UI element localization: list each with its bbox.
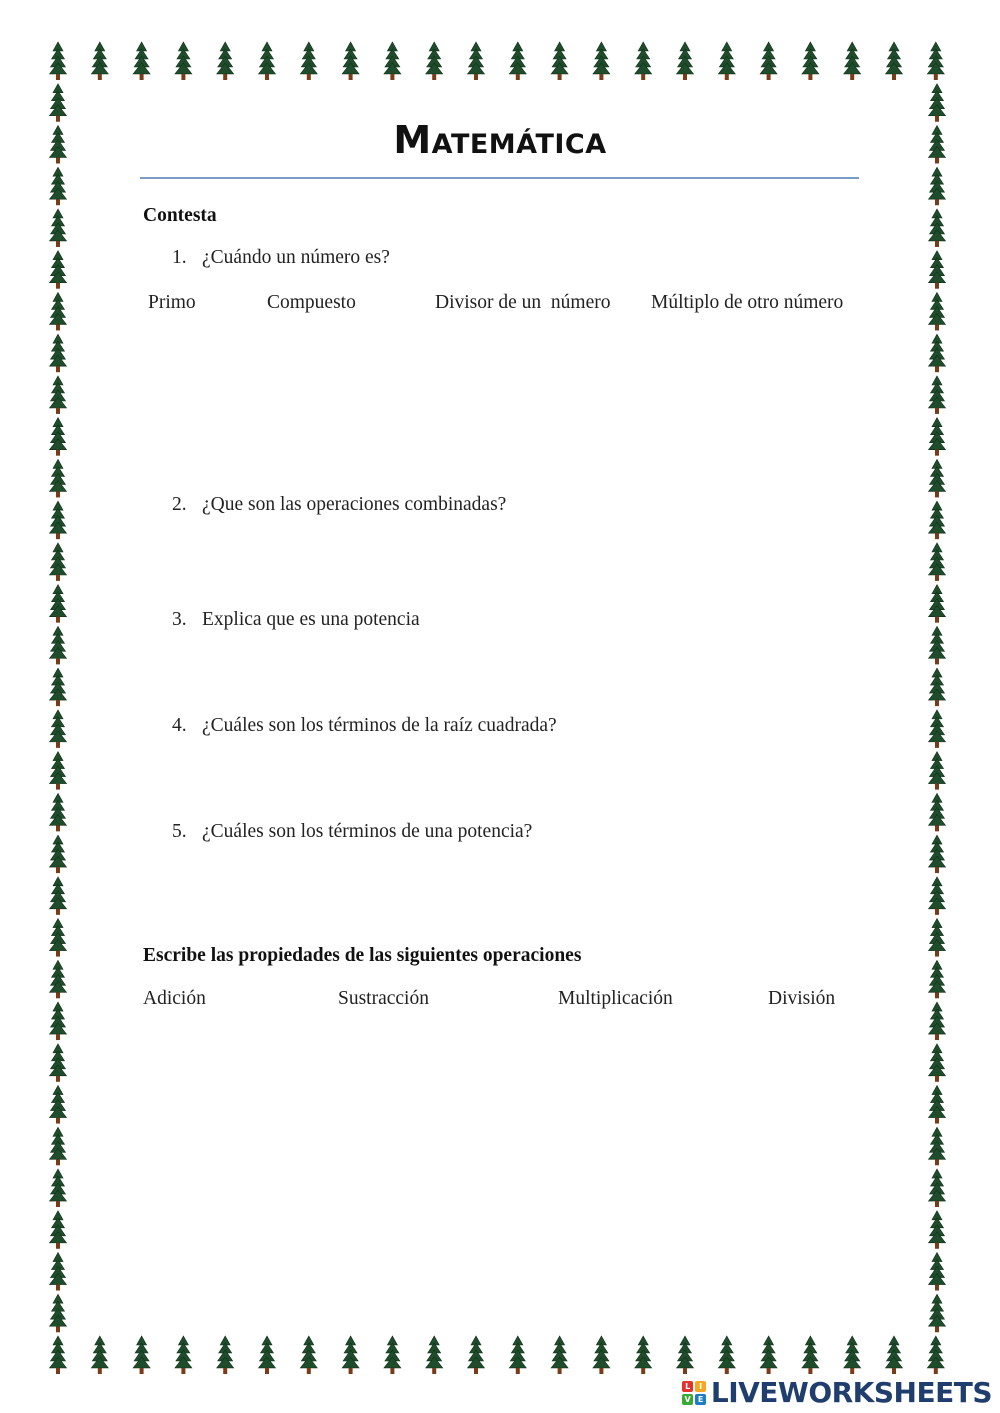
term-divisor: Divisor de un número (435, 292, 611, 313)
pine-tree-icon (175, 1336, 192, 1374)
page-title: Matemática (393, 118, 607, 162)
pine-tree-icon (929, 585, 946, 623)
pine-tree-icon (929, 418, 946, 456)
question-number: 4. (172, 715, 187, 736)
pine-tree-icon (929, 1127, 946, 1165)
pine-tree-icon (50, 1211, 67, 1249)
pine-tree-icon (50, 877, 67, 915)
pine-tree-icon (342, 1336, 359, 1374)
pine-tree-icon (802, 1336, 819, 1374)
pine-tree-icon (929, 877, 946, 915)
pine-tree-icon (50, 793, 67, 831)
logo-letter: L (682, 1381, 693, 1392)
pine-tree-icon (259, 1336, 276, 1374)
watermark-text: LIVEWORKSHEETS (710, 1376, 992, 1409)
question-text: ¿Cuándo un número es? (202, 247, 390, 268)
pine-tree-icon (718, 1336, 735, 1374)
pine-tree-icon (50, 292, 67, 330)
pine-tree-icon (133, 42, 150, 80)
pine-tree-icon (929, 1002, 946, 1040)
pine-tree-icon (91, 42, 108, 80)
pine-tree-icon (50, 1044, 67, 1082)
pine-tree-icon (929, 626, 946, 664)
pine-tree-icon (929, 1169, 946, 1207)
pine-tree-icon (50, 459, 67, 497)
pine-tree-icon (50, 209, 67, 247)
pine-tree-icon (50, 585, 67, 623)
title-underline (140, 177, 859, 179)
pine-tree-icon (50, 668, 67, 706)
pine-tree-icon (50, 1086, 67, 1124)
pine-tree-icon (50, 752, 67, 790)
question-text: ¿Que son las operaciones combinadas? (202, 494, 507, 515)
pine-tree-icon (929, 167, 946, 205)
section-heading-propiedades: Escribe las propiedades de las siguientes operaciones (143, 945, 582, 966)
pine-tree-icon (426, 1336, 443, 1374)
pine-tree-icon (50, 835, 67, 873)
pine-tree-icon (50, 543, 67, 581)
logo-letter: V (682, 1394, 693, 1405)
pine-tree-icon (929, 710, 946, 748)
operation-adicion: Adición (143, 988, 206, 1009)
pine-tree-icon (259, 42, 276, 80)
pine-tree-icon (927, 1336, 944, 1374)
pine-tree-icon (50, 1002, 67, 1040)
pine-tree-icon (50, 919, 67, 957)
liveworksheets-logo-icon (682, 1381, 706, 1405)
pine-tree-icon (593, 42, 610, 80)
term-compuesto: Compuesto (267, 292, 356, 313)
pine-tree-icon (593, 1336, 610, 1374)
pine-tree-icon (886, 1336, 903, 1374)
pine-tree-icon (760, 1336, 777, 1374)
pine-tree-icon (509, 1336, 526, 1374)
pine-tree-icon (50, 1253, 67, 1291)
pine-tree-icon (677, 42, 694, 80)
pine-tree-icon (50, 84, 67, 122)
pine-tree-icon (342, 42, 359, 80)
pine-tree-icon (551, 42, 568, 80)
pine-tree-icon (635, 1336, 652, 1374)
pine-tree-icon (50, 501, 67, 539)
pine-tree-icon (929, 209, 946, 247)
pine-tree-icon (426, 42, 443, 80)
pine-tree-icon (50, 710, 67, 748)
question-text: Explica que es una potencia (202, 609, 420, 630)
pine-tree-icon (551, 1336, 568, 1374)
pine-tree-icon (929, 334, 946, 372)
pine-tree-icon (468, 42, 485, 80)
pine-tree-icon (844, 1336, 861, 1374)
question-number: 1. (172, 247, 187, 268)
pine-tree-icon (217, 1336, 234, 1374)
pine-tree-icon (50, 1294, 67, 1332)
pine-tree-icon (50, 1336, 67, 1374)
pine-tree-icon (929, 919, 946, 957)
pine-tree-icon (91, 1336, 108, 1374)
pine-tree-icon (300, 1336, 317, 1374)
pine-tree-icon (886, 42, 903, 80)
question-1 (172, 247, 390, 269)
pine-tree-icon (50, 42, 67, 80)
pine-tree-icon (929, 1253, 946, 1291)
pine-tree-icon (929, 668, 946, 706)
pine-tree-icon (50, 376, 67, 414)
question-number: 5. (172, 821, 187, 842)
term-primo: Primo (148, 292, 196, 313)
pine-tree-icon (929, 543, 946, 581)
pine-tree-icon (929, 292, 946, 330)
pine-tree-icon (844, 42, 861, 80)
pine-tree-icon (635, 42, 652, 80)
pine-tree-icon (760, 42, 777, 80)
pine-tree-icon (468, 1336, 485, 1374)
pine-tree-icon (929, 1211, 946, 1249)
question-2 (172, 494, 506, 516)
pine-tree-icon (929, 835, 946, 873)
operation-division: División (768, 988, 836, 1009)
pine-tree-icon (50, 167, 67, 205)
pine-tree-icon (929, 793, 946, 831)
pine-tree-icon (718, 42, 735, 80)
pine-tree-icon (929, 1044, 946, 1082)
pine-tree-icon (50, 626, 67, 664)
pine-tree-icon (929, 1294, 946, 1332)
pine-tree-icon (175, 42, 192, 80)
operation-multiplicacion: Multiplicación (558, 988, 673, 1009)
pine-tree-icon (50, 1127, 67, 1165)
question-text: ¿Cuáles son los términos de la raíz cuadrada? (202, 715, 557, 736)
pine-tree-icon (50, 1169, 67, 1207)
pine-tree-icon (384, 1336, 401, 1374)
question-3 (172, 609, 420, 631)
pine-tree-icon (384, 42, 401, 80)
pine-tree-icon (929, 84, 946, 122)
logo-letter: E (695, 1394, 706, 1405)
section-heading-contesta: Contesta (143, 205, 217, 226)
pine-tree-icon (929, 1086, 946, 1124)
term-multiplo: Múltiplo de otro número (651, 292, 844, 313)
pine-tree-icon (929, 501, 946, 539)
pine-tree-icon (929, 251, 946, 289)
pine-tree-icon (929, 459, 946, 497)
pine-tree-icon (133, 1336, 150, 1374)
pine-tree-icon (50, 418, 67, 456)
question-text: ¿Cuáles son los términos de una potencia? (202, 821, 533, 842)
pine-tree-icon (802, 42, 819, 80)
pine-tree-icon (50, 334, 67, 372)
pine-tree-icon (509, 42, 526, 80)
question-number: 3. (172, 609, 187, 630)
question-5 (172, 821, 532, 843)
pine-tree-icon (929, 960, 946, 998)
pine-tree-icon (927, 42, 944, 80)
pine-tree-icon (929, 376, 946, 414)
liveworksheets-watermark (682, 1376, 992, 1409)
operation-sustraccion: Sustracción (338, 988, 429, 1009)
pine-tree-icon (677, 1336, 694, 1374)
question-number: 2. (172, 494, 187, 515)
pine-tree-icon (300, 42, 317, 80)
pine-tree-icon (50, 960, 67, 998)
pine-tree-icon (217, 42, 234, 80)
logo-letter: I (695, 1381, 706, 1392)
question-4 (172, 715, 557, 737)
pine-tree-icon (50, 251, 67, 289)
pine-tree-icon (929, 752, 946, 790)
